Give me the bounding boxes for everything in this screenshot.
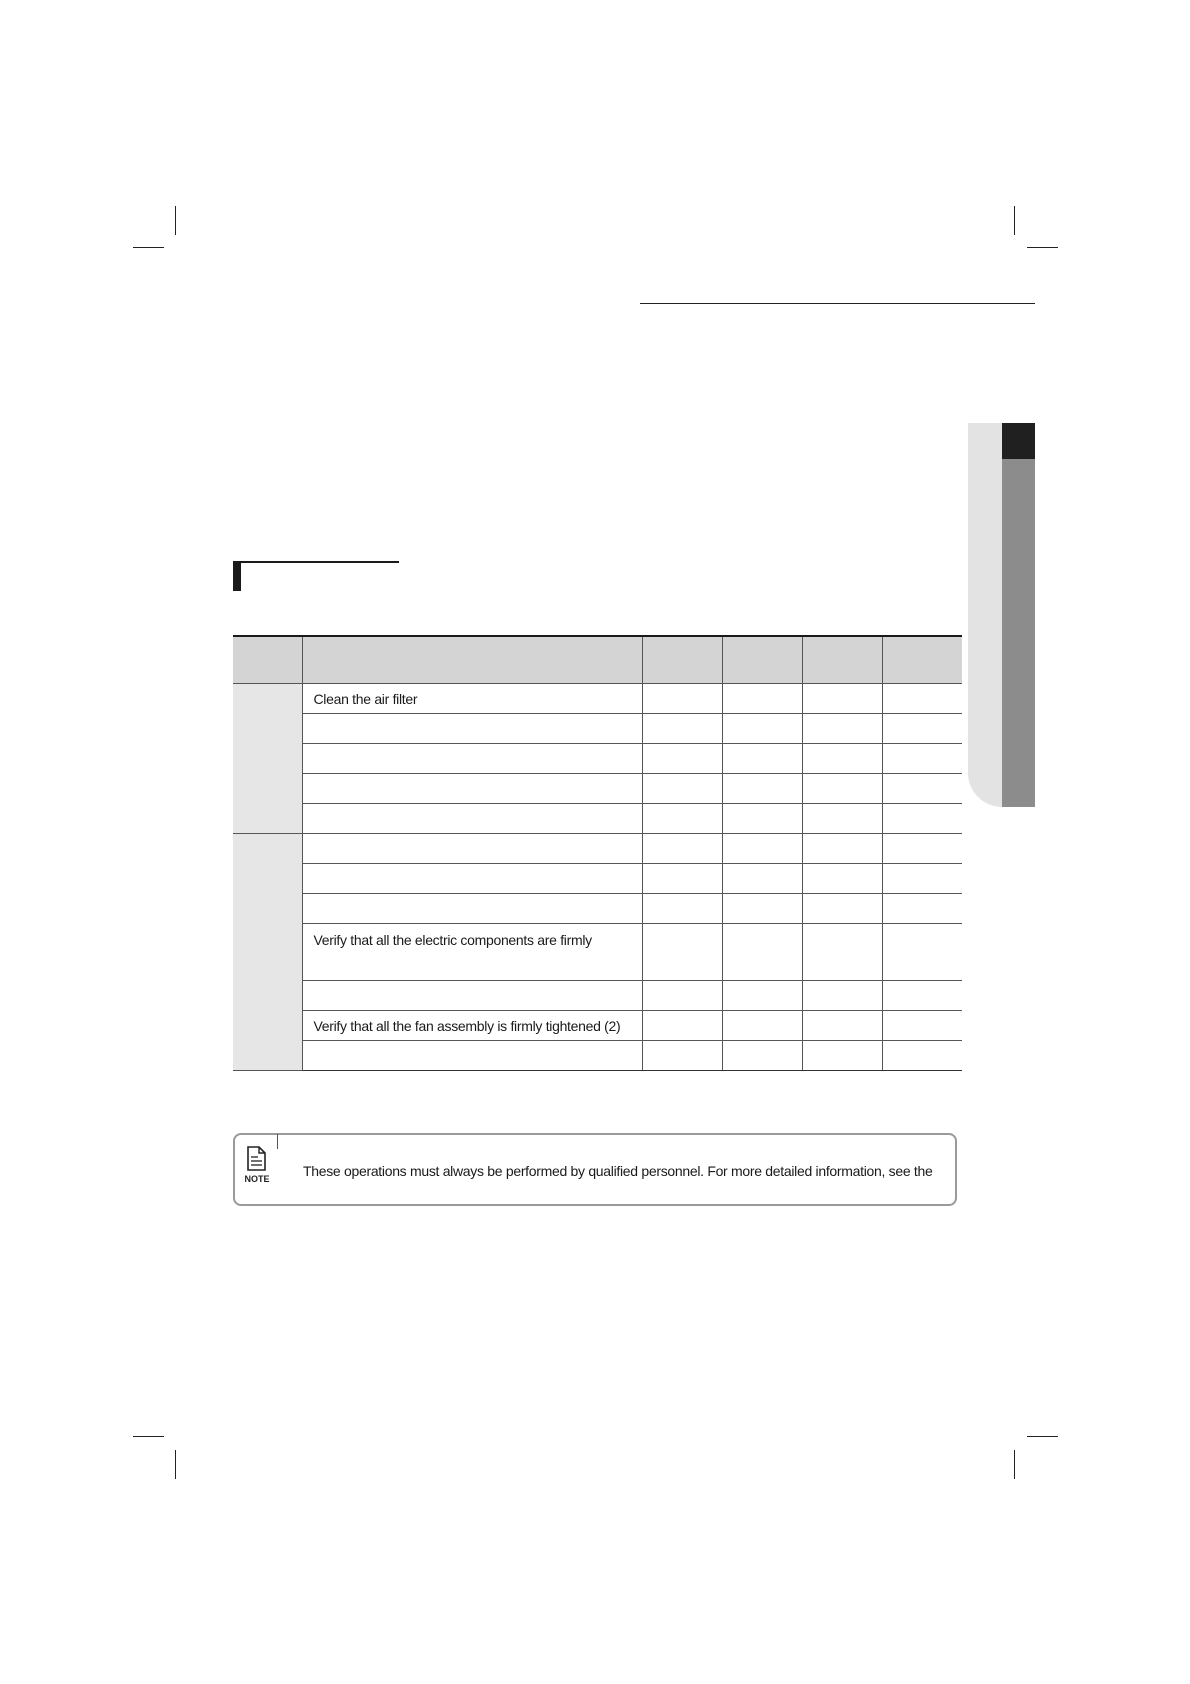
frequency-cell — [642, 804, 722, 834]
note-label: NOTE — [244, 1174, 270, 1184]
frequency-cell — [722, 774, 802, 804]
frequency-cell — [802, 924, 882, 981]
crop-mark — [1027, 247, 1058, 248]
note-tick — [277, 1134, 278, 1149]
frequency-cell — [642, 1041, 722, 1071]
task-cell — [302, 864, 642, 894]
crop-mark — [133, 247, 164, 248]
group-cell-2 — [233, 834, 302, 1071]
frequency-cell — [642, 684, 722, 714]
header-frequency-2 — [722, 636, 802, 684]
note-text: These operations must always be performed by qualified personnel. For more detailed information, see the — [303, 1163, 933, 1179]
crop-mark — [175, 206, 176, 235]
section-title-marker — [233, 561, 241, 591]
frequency-cell — [722, 834, 802, 864]
crop-mark — [133, 1436, 164, 1437]
table-header-row — [233, 636, 962, 684]
table-row — [233, 684, 962, 714]
frequency-cell — [722, 894, 802, 924]
task-cell — [302, 714, 642, 744]
task-cell — [302, 804, 642, 834]
task-cell: Clean the air filter — [302, 684, 642, 714]
frequency-cell — [882, 804, 962, 834]
chapter-side-tab-bar — [1002, 423, 1035, 807]
header-frequency-1 — [642, 636, 722, 684]
table-row — [233, 924, 962, 981]
frequency-cell — [642, 864, 722, 894]
chapter-side-tab-marker — [1002, 423, 1035, 459]
frequency-cell — [802, 684, 882, 714]
frequency-cell — [802, 834, 882, 864]
frequency-cell — [642, 834, 722, 864]
frequency-cell — [802, 981, 882, 1011]
header-rule — [640, 303, 1035, 304]
crop-mark — [1027, 1436, 1058, 1437]
table-row — [233, 804, 962, 834]
frequency-cell — [802, 864, 882, 894]
group-cell-1 — [233, 684, 302, 834]
table-row — [233, 894, 962, 924]
frequency-cell — [722, 684, 802, 714]
table-row — [233, 864, 962, 894]
frequency-cell — [802, 714, 882, 744]
table-row — [233, 774, 962, 804]
frequency-cell — [882, 714, 962, 744]
task-cell — [302, 744, 642, 774]
crop-mark — [175, 1450, 176, 1479]
frequency-cell — [882, 774, 962, 804]
frequency-cell — [722, 1041, 802, 1071]
table-row — [233, 834, 962, 864]
frequency-cell — [802, 744, 882, 774]
frequency-cell — [802, 1041, 882, 1071]
frequency-cell — [882, 981, 962, 1011]
table-row — [233, 1011, 962, 1041]
frequency-cell — [882, 1041, 962, 1071]
frequency-cell — [642, 774, 722, 804]
frequency-cell — [882, 864, 962, 894]
frequency-cell — [802, 804, 882, 834]
table-row — [233, 981, 962, 1011]
frequency-cell — [882, 924, 962, 981]
chapter-side-tab — [968, 423, 1002, 807]
task-cell: Verify that all the fan assembly is firmly tightened (2) — [302, 1011, 642, 1041]
table-row — [233, 714, 962, 744]
frequency-cell — [722, 744, 802, 774]
task-cell — [302, 774, 642, 804]
frequency-cell — [722, 924, 802, 981]
frequency-cell — [722, 1011, 802, 1041]
frequency-cell — [882, 684, 962, 714]
frequency-cell — [722, 714, 802, 744]
frequency-cell — [642, 981, 722, 1011]
frequency-cell — [642, 894, 722, 924]
frequency-cell — [882, 834, 962, 864]
header-unit — [233, 636, 302, 684]
maintenance-table — [233, 635, 962, 1071]
section-title-underline — [233, 561, 399, 563]
frequency-cell — [802, 774, 882, 804]
frequency-cell — [642, 744, 722, 774]
crop-mark — [1014, 206, 1015, 235]
frequency-cell — [642, 1011, 722, 1041]
header-task — [302, 636, 642, 684]
note-box — [233, 1133, 957, 1206]
frequency-cell — [882, 894, 962, 924]
header-frequency-4 — [882, 636, 962, 684]
task-cell — [302, 981, 642, 1011]
crop-mark — [1014, 1450, 1015, 1479]
task-cell: Verify that all the electric components are firmly — [302, 924, 642, 981]
frequency-cell — [722, 804, 802, 834]
frequency-cell — [642, 924, 722, 981]
note-icon — [244, 1145, 270, 1185]
task-cell — [302, 834, 642, 864]
table-row — [233, 744, 962, 774]
task-cell — [302, 1041, 642, 1071]
frequency-cell — [722, 981, 802, 1011]
frequency-cell — [882, 1011, 962, 1041]
frequency-cell — [802, 894, 882, 924]
frequency-cell — [642, 714, 722, 744]
frequency-cell — [722, 864, 802, 894]
task-cell — [302, 894, 642, 924]
frequency-cell — [882, 744, 962, 774]
table-row — [233, 1041, 962, 1071]
header-frequency-3 — [802, 636, 882, 684]
frequency-cell — [802, 1011, 882, 1041]
